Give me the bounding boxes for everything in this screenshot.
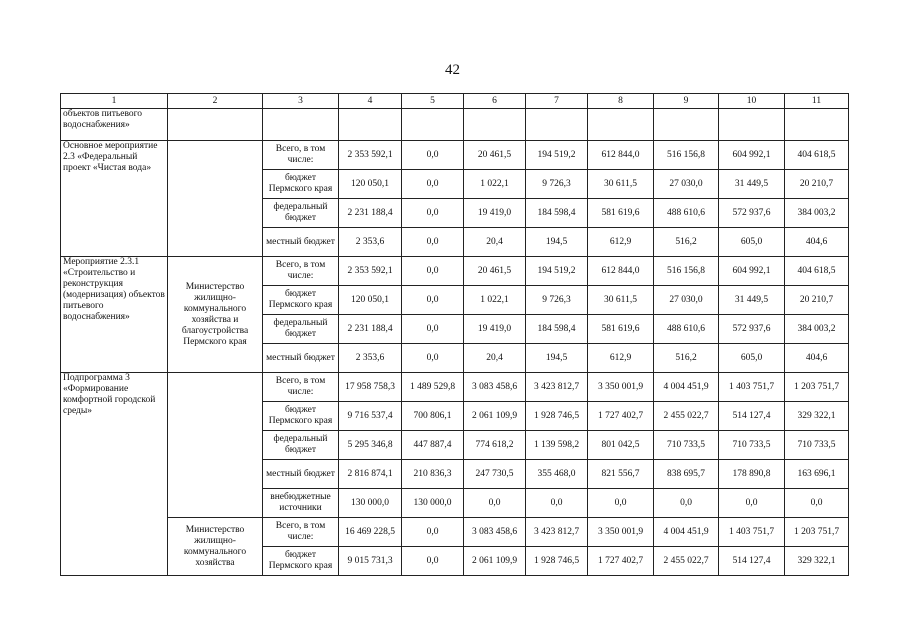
value-cell: 16 469 228,5 xyxy=(339,518,402,547)
responsible-cell: Министерство жилищно-коммунального хозяйства xyxy=(168,518,263,576)
funding-source-cell: Всего, в том числе: xyxy=(263,257,339,286)
value-cell xyxy=(339,109,402,141)
value-cell: 581 619,6 xyxy=(588,315,654,344)
value-cell: 2 816 874,1 xyxy=(339,460,402,489)
value-cell: 1 403 751,7 xyxy=(719,373,785,402)
value-cell: 0,0 xyxy=(464,489,526,518)
funding-source-cell: бюджет Пермского края xyxy=(263,170,339,199)
value-cell: 20,4 xyxy=(464,228,526,257)
column-header: 5 xyxy=(402,94,464,109)
value-cell: 488 610,6 xyxy=(654,199,719,228)
value-cell: 0,0 xyxy=(654,489,719,518)
value-cell: 9 015 731,3 xyxy=(339,547,402,576)
value-cell: 801 042,5 xyxy=(588,431,654,460)
value-cell: 194 519,2 xyxy=(526,257,588,286)
value-cell: 30 611,5 xyxy=(588,286,654,315)
value-cell: 1 928 746,5 xyxy=(526,402,588,431)
column-header-row xyxy=(61,94,849,109)
value-cell: 0,0 xyxy=(402,547,464,576)
value-cell: 120 050,1 xyxy=(339,170,402,199)
column-header: 4 xyxy=(339,94,402,109)
value-cell: 774 618,2 xyxy=(464,431,526,460)
value-cell: 17 958 758,3 xyxy=(339,373,402,402)
value-cell: 355 468,0 xyxy=(526,460,588,489)
table-row xyxy=(61,141,849,170)
table-row xyxy=(61,373,849,402)
value-cell: 9 726,3 xyxy=(526,286,588,315)
value-cell: 2 231 188,4 xyxy=(339,199,402,228)
program-name-cell: Мероприятие 2.3.1 «Строительство и реконструкция (модернизация) объектов питьевого водоснабжения» xyxy=(61,257,168,373)
value-cell: 1 203 751,7 xyxy=(785,373,849,402)
program-name-cell: объектов питьевого водоснабжения» xyxy=(61,109,168,141)
value-cell: 838 695,7 xyxy=(654,460,719,489)
value-cell: 178 890,8 xyxy=(719,460,785,489)
value-cell: 3 083 458,6 xyxy=(464,373,526,402)
value-cell: 0,0 xyxy=(402,344,464,373)
value-cell: 710 733,5 xyxy=(654,431,719,460)
value-cell: 447 887,4 xyxy=(402,431,464,460)
value-cell: 4 004 451,9 xyxy=(654,518,719,547)
funding-source-cell: Всего, в том числе: xyxy=(263,518,339,547)
value-cell: 604 992,1 xyxy=(719,141,785,170)
value-cell: 572 937,6 xyxy=(719,199,785,228)
value-cell: 3 083 458,6 xyxy=(464,518,526,547)
value-cell: 329 322,1 xyxy=(785,402,849,431)
value-cell: 3 350 001,9 xyxy=(588,373,654,402)
column-header: 10 xyxy=(719,94,785,109)
value-cell: 404,6 xyxy=(785,344,849,373)
value-cell xyxy=(464,109,526,141)
value-cell: 1 928 746,5 xyxy=(526,547,588,576)
value-cell: 20 461,5 xyxy=(464,257,526,286)
funding-source-cell: местный бюджет xyxy=(263,228,339,257)
value-cell: 514 127,4 xyxy=(719,547,785,576)
responsible-cell xyxy=(168,373,263,518)
value-cell: 19 419,0 xyxy=(464,315,526,344)
value-cell: 404,6 xyxy=(785,228,849,257)
value-cell: 2 455 022,7 xyxy=(654,547,719,576)
value-cell: 612 844,0 xyxy=(588,257,654,286)
value-cell: 612 844,0 xyxy=(588,141,654,170)
value-cell: 9 716 537,4 xyxy=(339,402,402,431)
value-cell: 2 455 022,7 xyxy=(654,402,719,431)
column-header: 9 xyxy=(654,94,719,109)
value-cell: 516 156,8 xyxy=(654,141,719,170)
value-cell: 27 030,0 xyxy=(654,170,719,199)
value-cell: 31 449,5 xyxy=(719,170,785,199)
value-cell xyxy=(402,109,464,141)
value-cell: 210 836,3 xyxy=(402,460,464,489)
value-cell: 488 610,6 xyxy=(654,315,719,344)
value-cell: 710 733,5 xyxy=(719,431,785,460)
responsible-cell xyxy=(168,109,263,141)
value-cell: 0,0 xyxy=(402,199,464,228)
value-cell: 3 350 001,9 xyxy=(588,518,654,547)
value-cell: 0,0 xyxy=(402,315,464,344)
value-cell: 2 353 592,1 xyxy=(339,257,402,286)
funding-source-cell: бюджет Пермского края xyxy=(263,402,339,431)
value-cell: 184 598,4 xyxy=(526,315,588,344)
value-cell: 516 156,8 xyxy=(654,257,719,286)
value-cell: 1 727 402,7 xyxy=(588,402,654,431)
value-cell: 0,0 xyxy=(719,489,785,518)
value-cell: 581 619,6 xyxy=(588,199,654,228)
value-cell xyxy=(719,109,785,141)
responsible-cell xyxy=(168,141,263,257)
value-cell: 194,5 xyxy=(526,228,588,257)
value-cell xyxy=(654,109,719,141)
value-cell: 710 733,5 xyxy=(785,431,849,460)
value-cell: 0,0 xyxy=(402,257,464,286)
funding-source-cell: внебюджетные источники xyxy=(263,489,339,518)
value-cell: 2 353,6 xyxy=(339,228,402,257)
value-cell: 20,4 xyxy=(464,344,526,373)
value-cell: 404 618,5 xyxy=(785,257,849,286)
funding-source-cell: федеральный бюджет xyxy=(263,315,339,344)
value-cell: 0,0 xyxy=(785,489,849,518)
value-cell: 3 423 812,7 xyxy=(526,373,588,402)
table-row xyxy=(61,257,849,286)
value-cell: 0,0 xyxy=(402,141,464,170)
value-cell: 120 050,1 xyxy=(339,286,402,315)
value-cell: 2 353 592,1 xyxy=(339,141,402,170)
program-name-cell: Основное мероприятие 2.3 «Федеральный проект «Чистая вода» xyxy=(61,141,168,257)
value-cell: 0,0 xyxy=(526,489,588,518)
column-header: 6 xyxy=(464,94,526,109)
value-cell: 1 022,1 xyxy=(464,286,526,315)
value-cell: 821 556,7 xyxy=(588,460,654,489)
value-cell: 1 022,1 xyxy=(464,170,526,199)
value-cell: 4 004 451,9 xyxy=(654,373,719,402)
value-cell: 0,0 xyxy=(402,228,464,257)
value-cell: 1 403 751,7 xyxy=(719,518,785,547)
value-cell: 0,0 xyxy=(588,489,654,518)
value-cell: 516,2 xyxy=(654,344,719,373)
source-cell xyxy=(263,109,339,141)
value-cell: 247 730,5 xyxy=(464,460,526,489)
value-cell: 194 519,2 xyxy=(526,141,588,170)
value-cell: 3 423 812,7 xyxy=(526,518,588,547)
value-cell: 184 598,4 xyxy=(526,199,588,228)
value-cell: 20 210,7 xyxy=(785,170,849,199)
budget-table xyxy=(60,93,849,576)
value-cell: 384 003,2 xyxy=(785,315,849,344)
value-cell: 2 353,6 xyxy=(339,344,402,373)
column-header: 7 xyxy=(526,94,588,109)
value-cell: 329 322,1 xyxy=(785,547,849,576)
value-cell: 5 295 346,8 xyxy=(339,431,402,460)
funding-source-cell: бюджет Пермского края xyxy=(263,547,339,576)
value-cell: 1 203 751,7 xyxy=(785,518,849,547)
value-cell: 20 461,5 xyxy=(464,141,526,170)
funding-source-cell: федеральный бюджет xyxy=(263,199,339,228)
value-cell: 30 611,5 xyxy=(588,170,654,199)
value-cell: 605,0 xyxy=(719,344,785,373)
table-row xyxy=(61,109,849,141)
value-cell: 1 489 529,8 xyxy=(402,373,464,402)
value-cell: 19 419,0 xyxy=(464,199,526,228)
value-cell: 1 727 402,7 xyxy=(588,547,654,576)
value-cell: 163 696,1 xyxy=(785,460,849,489)
value-cell: 27 030,0 xyxy=(654,286,719,315)
program-name-cell: Подпрограмма 3 «Формирование комфортной городской среды» xyxy=(61,373,168,576)
column-header: 2 xyxy=(168,94,263,109)
funding-source-cell: федеральный бюджет xyxy=(263,431,339,460)
page-number: 42 xyxy=(445,62,460,78)
value-cell: 612,9 xyxy=(588,228,654,257)
value-cell: 130 000,0 xyxy=(339,489,402,518)
value-cell: 516,2 xyxy=(654,228,719,257)
value-cell: 384 003,2 xyxy=(785,199,849,228)
funding-source-cell: местный бюджет xyxy=(263,344,339,373)
value-cell: 604 992,1 xyxy=(719,257,785,286)
column-header: 11 xyxy=(785,94,849,109)
value-cell: 404 618,5 xyxy=(785,141,849,170)
value-cell: 20 210,7 xyxy=(785,286,849,315)
value-cell xyxy=(588,109,654,141)
value-cell: 2 231 188,4 xyxy=(339,315,402,344)
funding-source-cell: Всего, в том числе: xyxy=(263,373,339,402)
value-cell: 0,0 xyxy=(402,170,464,199)
funding-source-cell: Всего, в том числе: xyxy=(263,141,339,170)
column-header: 3 xyxy=(263,94,339,109)
column-header: 8 xyxy=(588,94,654,109)
value-cell: 9 726,3 xyxy=(526,170,588,199)
value-cell: 130 000,0 xyxy=(402,489,464,518)
value-cell: 514 127,4 xyxy=(719,402,785,431)
funding-source-cell: бюджет Пермского края xyxy=(263,286,339,315)
value-cell: 0,0 xyxy=(402,518,464,547)
value-cell: 2 061 109,9 xyxy=(464,547,526,576)
value-cell: 31 449,5 xyxy=(719,286,785,315)
table-row xyxy=(61,518,849,547)
value-cell: 1 139 598,2 xyxy=(526,431,588,460)
value-cell: 0,0 xyxy=(402,286,464,315)
value-cell: 572 937,6 xyxy=(719,315,785,344)
column-header: 1 xyxy=(61,94,168,109)
value-cell: 2 061 109,9 xyxy=(464,402,526,431)
funding-source-cell: местный бюджет xyxy=(263,460,339,489)
value-cell: 700 806,1 xyxy=(402,402,464,431)
responsible-cell: Министерство жилищно-коммунального хозяйства и благоустройства Пермского края xyxy=(168,257,263,373)
value-cell xyxy=(785,109,849,141)
value-cell: 194,5 xyxy=(526,344,588,373)
value-cell: 605,0 xyxy=(719,228,785,257)
value-cell: 612,9 xyxy=(588,344,654,373)
value-cell xyxy=(526,109,588,141)
